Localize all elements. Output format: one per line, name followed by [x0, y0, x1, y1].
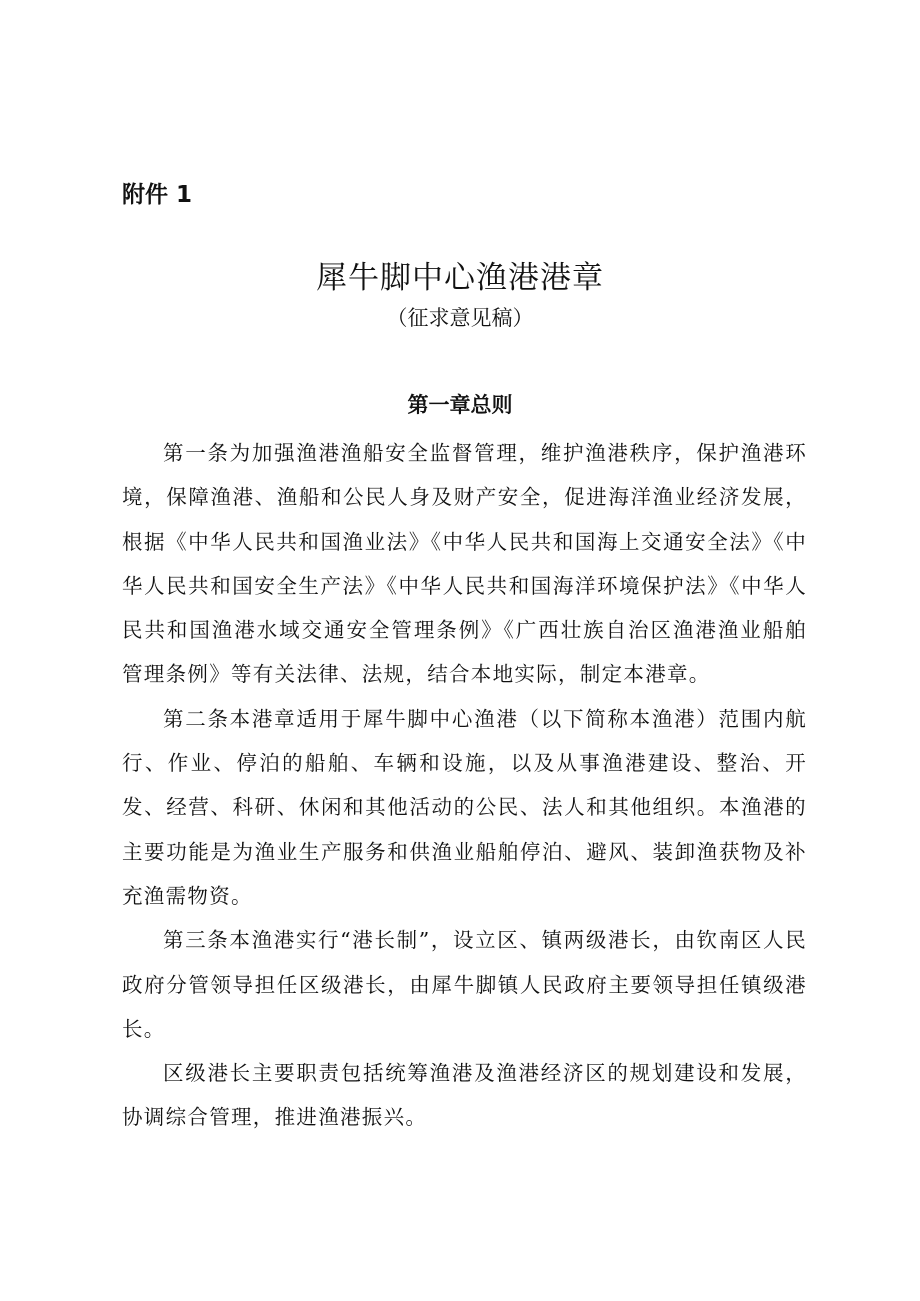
- article-3-paragraph: 第三条本渔港实行“港长制”，设立区、镇两级港长，由钦南区人民政府分管领导担任区级港长，由犀牛脚镇人民政府主要领导担任镇级港长。: [122, 928, 807, 1041]
- article-1-paragraph: 第一条为加强渔港渔船安全监督管理，维护渔港秩序，保护渔港环境，保障渔港、渔船和公民人身及财产安全，促进海洋渔业经济发展，根据《中华人民共和国渔业法》《中华人民共和国海上交通安全法》《中华人民共和国安全生产法》《中华人民共和国海洋环境保护法》《中华人民共和国渔港水域交通安全管理条例》《广西壮族自治区渔港渔业船舶管理条例》等有关法律、法规，结合本地实际，制定本港章。: [122, 441, 807, 687]
- article-2-paragraph: 第二条本港章适用于犀牛脚中心渔港（以下简称本渔港）范围内航行、作业、停泊的船舶、车辆和设施，以及从事渔港建设、整治、开发、经营、科研、休闲和其他活动的公民、法人和其他组织。本渔港的主要功能是为渔业生产服务和供渔业船舶停泊、避风、装卸渔获物及补充渔需物资。: [122, 706, 807, 908]
- district-harbor-chief-duties-paragraph: 区级港长主要职责包括统筹渔港及渔港经济区的规划建设和发展，协调综合管理，推进渔港振兴。: [122, 1061, 807, 1130]
- body-text: [122, 431, 807, 1140]
- attachment-label: 附件 1: [122, 182, 193, 208]
- document-subtitle: （征求意见稿）: [386, 306, 534, 330]
- document-title: 犀牛脚中心渔港港章: [316, 260, 604, 296]
- chapter-heading: 第一章总则: [407, 393, 513, 417]
